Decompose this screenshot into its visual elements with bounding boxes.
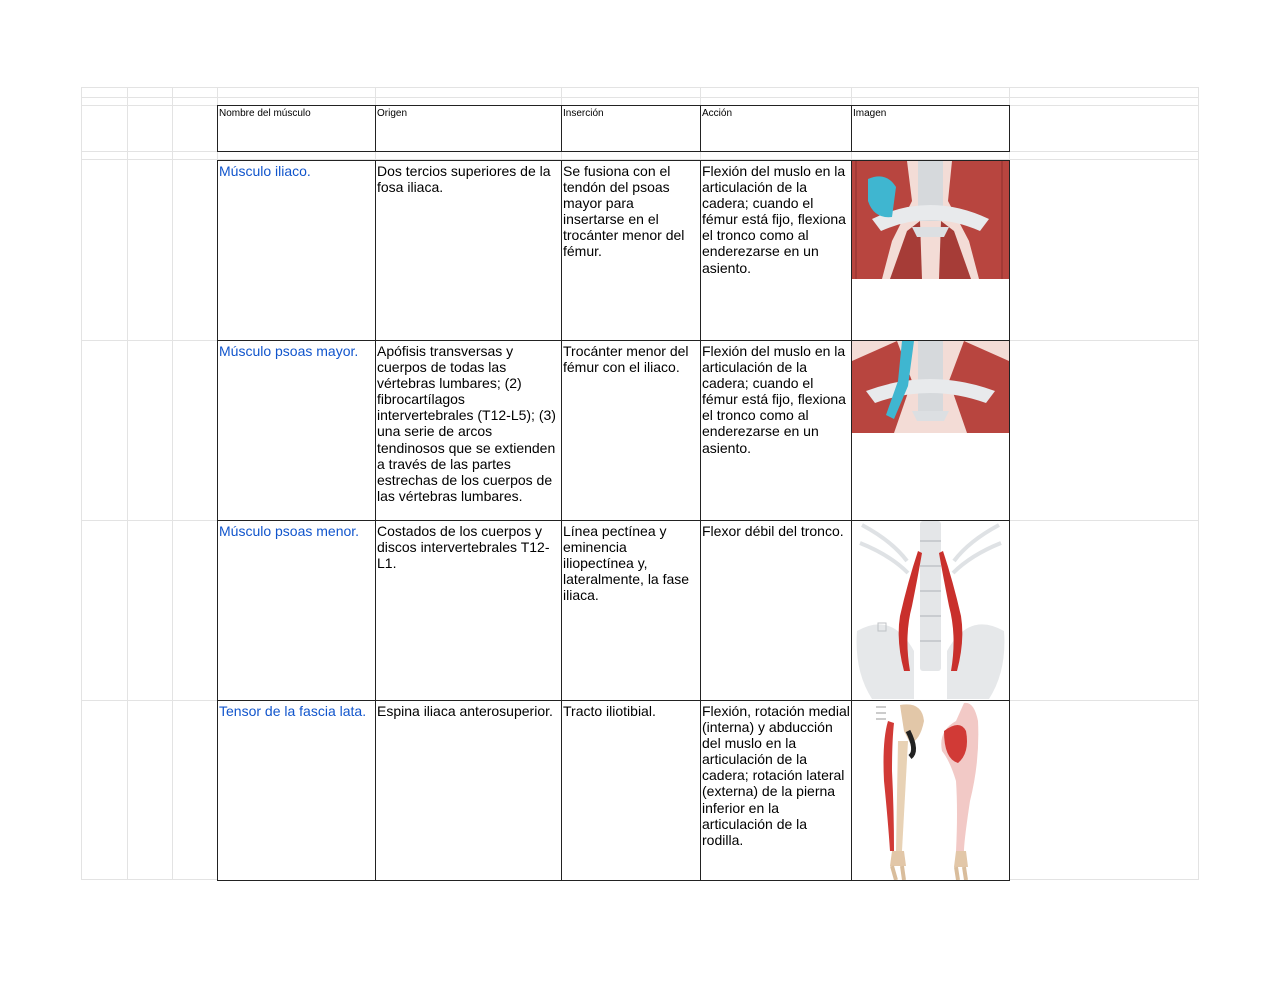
image-cell <box>851 700 1010 881</box>
action-cell: Flexión del muslo en la articulación de la cadera; cuando el fémur está fijo, flexiona el tronco como al enderezarse en un asiento. <box>700 340 852 521</box>
header-name: Nombre del músculo <box>217 105 376 152</box>
insertion-cell: Trocánter menor del fémur con el iliaco. <box>561 340 701 521</box>
image-cell <box>851 160 1010 341</box>
tensor-fascia-latae-anatomy-image <box>852 701 1009 880</box>
muscle-name-cell[interactable]: Músculo psoas menor. <box>217 520 376 701</box>
grid-line <box>127 87 128 880</box>
insertion-cell: Línea pectínea y eminencia iliopectínea y, lateralmente, la fase iliaca. <box>561 520 701 701</box>
origin-cell: Espina iliaca anterosuperior. <box>375 700 562 881</box>
psoas-minor-anatomy-image <box>852 521 1009 699</box>
insertion-cell: Tracto iliotibial. <box>561 700 701 881</box>
header-insertion: Inserción <box>561 105 701 152</box>
muscle-name-cell[interactable]: Músculo psoas mayor. <box>217 340 376 521</box>
origin-cell: Dos tercios superiores de la fosa iliaca. <box>375 160 562 341</box>
action-cell: Flexor débil del tronco. <box>700 520 852 701</box>
grid-line <box>81 97 1199 98</box>
origin-cell: Costados de los cuerpos y discos intervertebrales T12-L1. <box>375 520 562 701</box>
image-cell <box>851 520 1010 701</box>
insertion-cell: Se fusiona con el tendón del psoas mayor para insertarse en el trocánter menor del fémur. <box>561 160 701 341</box>
iliacus-anatomy-image <box>852 161 1009 279</box>
action-cell: Flexión, rotación medial (interna) y abducción del muslo en la articulación de la cadera; rotación lateral (externa) de la pierna inferior en la articulación de la rodilla. <box>700 700 852 881</box>
header-action: Acción <box>700 105 852 152</box>
psoas-major-anatomy-image <box>852 341 1009 433</box>
muscle-name-cell[interactable]: Músculo iliaco. <box>217 160 376 341</box>
image-cell <box>851 340 1010 521</box>
origin-cell: Apófisis transversas y cuerpos de todas las vértebras lumbares; (2) fibrocartílagos intervertebrales (T12-L5); (3) una serie de arcos tendinosos que se extienden a través de las partes estrechas de los cuerpos de las vértebras lumbares. <box>375 340 562 521</box>
header-origin: Origen <box>375 105 562 152</box>
muscle-name-cell[interactable]: Tensor de la fascia lata. <box>217 700 376 881</box>
grid-line <box>172 87 173 880</box>
action-cell: Flexión del muslo en la articulación de la cadera; cuando el fémur está fijo, flexiona el tronco como al enderezarse en un asiento. <box>700 160 852 341</box>
header-image: Imagen <box>851 105 1010 152</box>
